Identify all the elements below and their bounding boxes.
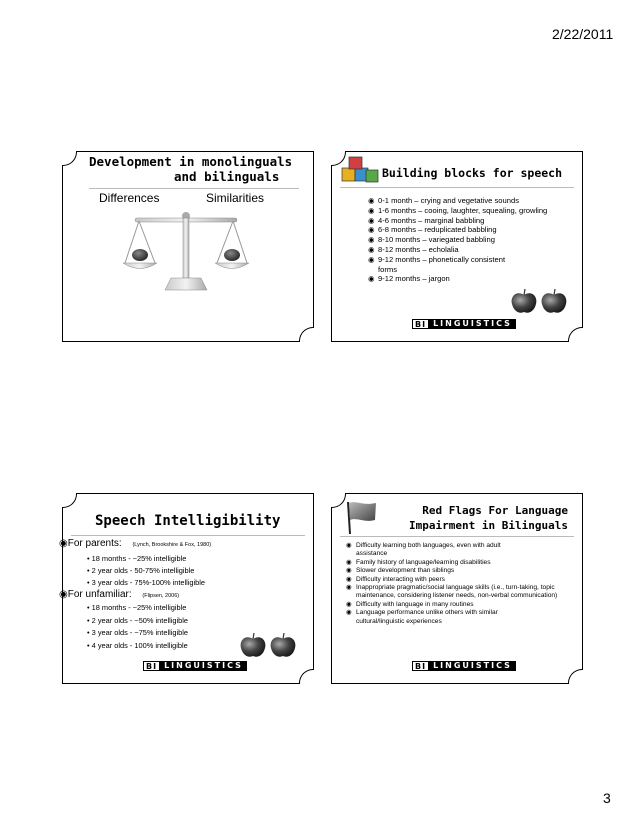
title-line: Development in monolinguals (89, 154, 293, 169)
list-item-text: 18 months - ~25% intelligible (91, 554, 187, 563)
list-item: ◉ 9-12 months – jargon (368, 274, 450, 284)
logo-bi: BI (412, 319, 429, 329)
logo-linguistics: LINGUISTICS (429, 319, 516, 329)
slide-title (409, 503, 568, 533)
bullet-icon: ◉ (59, 589, 68, 600)
parents-list (87, 553, 205, 589)
slide-building-blocks (331, 151, 583, 342)
list-item: • 2 year olds - 50-75% intelligible (87, 566, 195, 575)
list-item: ◉ 4-6 months – marginal babbling (368, 215, 485, 225)
logo-bi: BI (143, 661, 160, 671)
list-item: ◉ 8-10 months – variegated babbling (368, 235, 495, 245)
title-line: and bilinguals (174, 169, 280, 184)
title-line: Impairment in Bilinguals (409, 519, 568, 532)
list-item-text: Slower development than siblings (356, 567, 455, 575)
title-line: Red Flags For Language (422, 504, 568, 517)
page-date: 2/22/2011 (552, 26, 614, 42)
slide-red-flags (331, 493, 583, 684)
unfamiliar-list (87, 602, 188, 652)
citation: (Lynch, Brookshire & Fox, 1980) (132, 542, 212, 548)
slide-title: Speech Intelligibility (95, 513, 281, 529)
slide-corner (568, 669, 583, 684)
slide-corner (62, 151, 77, 166)
list-item: ◉ Slower development than siblings (346, 567, 455, 575)
list-item-text: 6-8 months – reduplicated babbling (378, 225, 497, 235)
list-item: • 18 months - ~25% intelligible (87, 554, 187, 563)
list-item: ◉ 0-1 month – crying and vegetative sounds (368, 196, 519, 205)
slide-title: Building blocks for speech (382, 166, 563, 180)
title-rule (89, 188, 299, 189)
slide-development (62, 151, 314, 342)
list-item-text: 9-12 months – phonetically consistent forms (378, 254, 506, 274)
logo-linguistics: LINGUISTICS (160, 661, 247, 671)
logo-bi: BI (412, 661, 429, 671)
list-item-text: 8-10 months – variegated babbling (378, 235, 495, 245)
list-item-text: 0-1 month – crying and vegetative sounds (378, 196, 519, 205)
title-rule (340, 536, 574, 537)
page-number: 3 (603, 790, 611, 806)
balance-scale-icon (121, 208, 251, 298)
list-item-text: 9-12 months – jargon (378, 274, 450, 284)
list-item: ◉ Difficulty interacting with peers (346, 575, 445, 583)
list-item: ◉ Language performance unlike others with similar cultural/linguistic experiences (346, 609, 498, 625)
list-item-text: 4 year olds - 100% intelligible (91, 640, 188, 650)
list-item: • 3 year olds - ~75% intelligible (87, 628, 188, 638)
slide-corner (568, 327, 583, 342)
list-item: • 4 year olds - 100% intelligible (87, 640, 188, 650)
list-item: ◉ 8-12 months – echolalia (368, 244, 459, 254)
list-item-text: 4-6 months – marginal babbling (378, 215, 485, 225)
apple-icon (239, 632, 267, 658)
list-item-text: 3 year olds - 75%-100% intelligible (91, 578, 206, 587)
column-label-similarities: Similarities (206, 191, 265, 205)
list-item-text: Language performance unlike others with similar cultural/linguistic experiences (356, 609, 498, 625)
title-rule (340, 187, 574, 188)
list-item: ◉ 1-6 months – cooing, laughter, squealing, growling (368, 205, 548, 215)
alphabet-blocks-icon (340, 156, 380, 186)
column-label-differences: Differences (99, 191, 160, 205)
bullet-icon: ◉ (59, 538, 68, 549)
red-flags-list (346, 542, 564, 626)
group-label: For unfamiliar: (67, 589, 132, 600)
group-parents (59, 538, 211, 551)
list-item-text: 18 months - ~25% intelligible (91, 603, 187, 612)
list-item: ◉ Difficulty learning both languages, even with adult assistance (346, 542, 501, 558)
list-item: ◉ Inappropriate pragmatic/social language skills (i.e., turn-taking, topic maintenance, considering listener needs, non-verbal communication) (346, 584, 558, 600)
list-item: • 2 year olds - ~50% intelligible (87, 615, 188, 625)
list-item-text: 3 year olds - ~75% intelligible (91, 628, 188, 638)
list-item-text: 2 year olds - 50-75% intelligible (91, 566, 195, 575)
list-item: • 18 months - ~25% intelligible (87, 603, 187, 612)
list-item-text: 1-6 months – cooing, laughter, squealing, growling (378, 205, 548, 215)
bilinguistics-logo (412, 319, 516, 329)
flag-icon (342, 498, 380, 536)
slide-speech-intelligibility (59, 493, 314, 684)
list-item-text: Inappropriate pragmatic/social language skills (i.e., turn-taking, topic maintenance, considering listener needs, non-verbal communication) (356, 584, 558, 600)
apple-icon (269, 632, 297, 658)
slide-corner (299, 669, 314, 684)
list-item-text: Difficulty with language in many routines (356, 600, 474, 608)
list-item: • 3 year olds - 75%-100% intelligible (87, 578, 206, 587)
list-item-text: Family history of language/learning disabilities (356, 558, 491, 566)
slide-corner (299, 327, 314, 342)
apple-icon (540, 288, 568, 314)
logo-linguistics: LINGUISTICS (429, 661, 516, 671)
slide-corner (62, 493, 77, 508)
group-label: For parents: (67, 538, 122, 549)
apple-icon (510, 288, 538, 314)
list-item: ◉ 9-12 months – phonetically consistent forms (368, 254, 506, 274)
list-item-text: Difficulty learning both languages, even with adult assistance (356, 542, 501, 558)
citation: (Flipsen, 2006) (142, 593, 180, 599)
list-item-text: 2 year olds - ~50% intelligible (91, 615, 188, 625)
list-item-text: Difficulty interacting with peers (356, 575, 445, 583)
list-item: ◉ Difficulty with language in many routines (346, 600, 474, 608)
bilinguistics-logo (412, 661, 516, 671)
slide-title (89, 154, 292, 184)
title-rule (71, 535, 305, 536)
list-item: ◉ 6-8 months – reduplicated babbling (368, 225, 497, 235)
bilinguistics-logo (143, 661, 247, 671)
list-item: ◉ Family history of language/learning disabilities (346, 558, 491, 566)
group-unfamiliar (59, 589, 179, 602)
list-item-text: 8-12 months – echolalia (378, 244, 459, 254)
milestone-list (368, 196, 568, 284)
